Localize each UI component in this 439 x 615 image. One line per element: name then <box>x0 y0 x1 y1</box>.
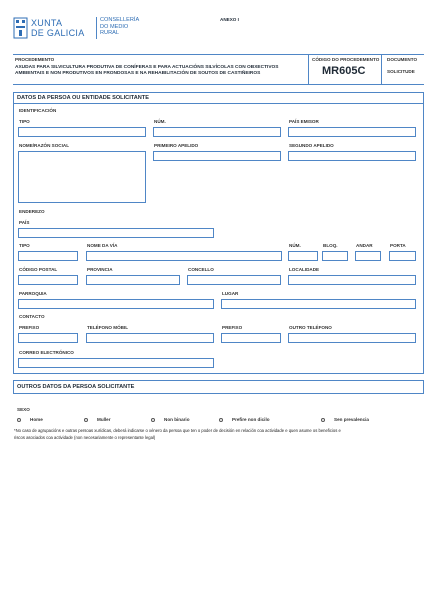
procedure-bottom-rule <box>13 84 424 85</box>
pais-field[interactable] <box>18 228 214 238</box>
pais-emisor-field[interactable] <box>288 127 416 137</box>
porta-field[interactable] <box>389 251 416 261</box>
localidade-field[interactable] <box>288 275 416 285</box>
concello-label: CONCELLO <box>188 267 214 272</box>
identification-heading: IDENTIFICACIÓN <box>19 108 57 113</box>
procedure-label: PROCEDEMENTO <box>15 57 55 62</box>
nome-via-field[interactable] <box>86 251 282 261</box>
gender-note-line2: riscos asociados coa actividade (non necesariamente o representante legal) <box>14 435 156 440</box>
radio-home[interactable] <box>17 418 21 422</box>
prefixo2-field[interactable] <box>221 333 281 343</box>
procedure-divider1 <box>308 54 309 84</box>
document-label: DOCUMENTO <box>387 57 418 62</box>
nome-label: NOME/RAZÓN SOCIAL <box>19 143 70 148</box>
bloq-field[interactable] <box>322 251 348 261</box>
radio-prefire-non-dicilo[interactable] <box>219 418 223 422</box>
dept-line2: DO MEDIO <box>100 23 129 30</box>
dept-line1: CONSELLERÍA <box>100 17 140 23</box>
concello-field[interactable] <box>187 275 281 285</box>
radio-sen-prevalencia[interactable] <box>321 418 325 422</box>
correo-label: CORREO ELECTRÓNICO <box>19 350 74 355</box>
telefono-movil-field[interactable] <box>86 333 214 343</box>
codigo-postal-field[interactable] <box>18 275 78 285</box>
document-value: SOLICITUDE <box>387 69 415 74</box>
parroquia-label: PARROQUIA <box>19 291 47 296</box>
segundo-apelido-label: SEGUNDO APELIDO <box>289 143 334 148</box>
xunta-logo <box>13 17 93 41</box>
option-prefire-non-dicilo: Prefire non dicilo <box>232 417 270 422</box>
num-via-label: NÚM. <box>289 243 301 248</box>
provincia-label: PROVINCIA <box>87 267 113 272</box>
provincia-field[interactable] <box>86 275 180 285</box>
radio-muller[interactable] <box>84 418 88 422</box>
telefono-movil-label: TELÉFONO MÓBIL <box>87 325 129 330</box>
procedure-divider2 <box>381 54 382 84</box>
codigo-postal-label: CÓDIGO POSTAL <box>19 267 58 272</box>
outro-telefono-field[interactable] <box>288 333 416 343</box>
department <box>100 17 139 37</box>
prefixo-field[interactable] <box>18 333 78 343</box>
lugar-field[interactable] <box>221 299 416 309</box>
andar-label: ANDAR <box>356 243 373 248</box>
sexo-label: SEXO <box>17 407 30 412</box>
bloq-label: BLOQ. <box>323 243 338 248</box>
galicia-emblem-icon <box>13 17 28 39</box>
procedure-top-rule <box>13 54 424 55</box>
annex-label: ANEXO I <box>220 17 239 22</box>
brand-line2: DE GALICIA <box>31 28 85 38</box>
dept-line3: RURAL <box>100 30 119 37</box>
option-muller: Muller <box>97 417 111 422</box>
prefixo2-label: PREFIXO <box>222 325 243 330</box>
tipo-via-label: TIPO <box>19 243 30 248</box>
applicant-section-title: DATOS DA PERSOA OU ENTIDADE SOLICITANTE <box>17 95 149 101</box>
porta-label: PORTA <box>390 243 406 248</box>
procedure-code: MR605C <box>322 65 366 77</box>
option-sen-prevalencia: Sen prevalencia <box>334 417 369 422</box>
procedure-text-line1: AXUDAS PARA SILVICULTURA PRODUTIVA DE CONÍFERAS E PARA ACTUACIÓNS SILVÍCOLAS CON OBXECTIVOS <box>15 65 279 70</box>
radio-non-binario[interactable] <box>151 418 155 422</box>
option-home: Home <box>30 417 43 422</box>
prefixo-label: PREFIXO <box>19 325 40 330</box>
enderezo-heading: ENDEREZO <box>19 209 45 214</box>
correo-field[interactable] <box>18 358 214 368</box>
other-section-title: OUTROS DATOS DA PERSOA SOLICITANTE <box>17 384 135 390</box>
logo-divider <box>96 17 97 39</box>
nome-via-label: NOME DA VÍA <box>87 243 118 248</box>
contacto-heading: CONTACTO <box>19 314 45 319</box>
outro-telefono-label: OUTRO TELÉFONO <box>289 325 332 330</box>
num-field[interactable] <box>153 127 281 137</box>
gender-note-line1: *No caso de agrupacións e outras persoas xurídicas, deberá indicarse o xénero da persoa que ten o poder de decisión en relación coa actividade e quen asume os beneficios e <box>14 428 341 433</box>
procedure-text-line2: AMBIENTAIS E NON PRODUTIVOS EN FRONDOSAS E NA REHABILITACIÓN DE SOUTOS DE CASTIÑEIROS <box>15 71 261 76</box>
brand-line1: XUNTA <box>31 18 63 28</box>
parroquia-field[interactable] <box>18 299 214 309</box>
num-label: NÚM. <box>154 119 166 124</box>
applicant-title-rule <box>13 103 424 104</box>
segundo-apelido-field[interactable] <box>288 151 416 161</box>
option-non-binario: Non binario <box>164 417 190 422</box>
nome-field[interactable] <box>18 151 146 203</box>
tipo-via-field[interactable] <box>18 251 78 261</box>
pais-label: PAÍS <box>19 220 30 225</box>
tipo-field[interactable] <box>18 127 146 137</box>
primeiro-apelido-field[interactable] <box>153 151 281 161</box>
primeiro-apelido-label: PRIMEIRO APELIDO <box>154 143 199 148</box>
procedure-code-label: CÓDIGO DO PROCEDEMENTO <box>312 57 380 62</box>
num-via-field[interactable] <box>288 251 318 261</box>
tipo-label: TIPO <box>19 119 30 124</box>
localidade-label: LOCALIDADE <box>289 267 320 272</box>
pais-emisor-label: PAÍS EMISOR <box>289 119 319 124</box>
andar-field[interactable] <box>355 251 381 261</box>
lugar-label: LUGAR <box>222 291 239 296</box>
